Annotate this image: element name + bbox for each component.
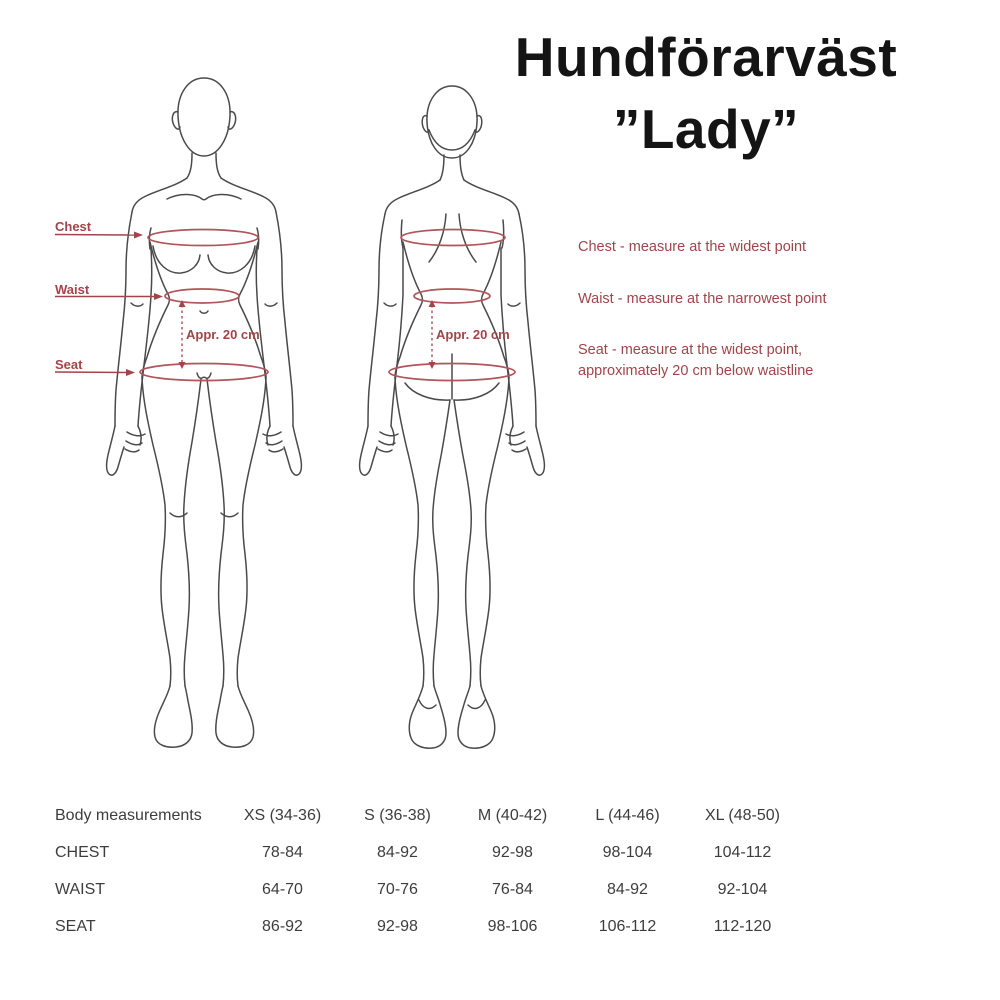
- back-waist-ellipse: [414, 289, 490, 303]
- chest-m-value: 92-98: [492, 843, 533, 861]
- chest-s-value: 84-92: [377, 843, 418, 861]
- back-chest-ellipse: [401, 230, 505, 246]
- back-hairline: [429, 130, 475, 150]
- front-elbow-right: [265, 303, 277, 306]
- front-leg-left-inner: [184, 379, 201, 686]
- seat-xs-value: 86-92: [262, 917, 303, 935]
- front-torso: [142, 242, 266, 378]
- front-crotch: [197, 373, 211, 378]
- back-approx-20cm-label: Appr. 20 cm: [436, 327, 510, 342]
- seat-instruction: Seat - measure at the widest point, approximately 20 cm below waistline: [578, 342, 814, 379]
- front-hand-right: [263, 426, 301, 475]
- table-header-xl: XL (48-50): [705, 806, 780, 824]
- front-waist-ellipse: [165, 289, 239, 303]
- front-head: [178, 78, 230, 156]
- seat-l-value: 106-112: [598, 917, 657, 935]
- table-header-m: M (40-42): [477, 806, 548, 824]
- back-arm-left: [368, 214, 385, 426]
- chest-pointer-line: [55, 235, 136, 236]
- waist-m-value: 76-84: [492, 880, 533, 898]
- back-head: [427, 86, 477, 158]
- table-row-seat: [55, 908, 800, 945]
- table-header-l: L (44-46): [595, 806, 660, 824]
- table-row-chest: [55, 834, 800, 871]
- front-elbow-left: [131, 303, 143, 306]
- back-leg-left-inner: [433, 400, 450, 686]
- back-figure-outline: [360, 86, 545, 748]
- size-table: [55, 797, 800, 945]
- chest-row-label: CHEST: [55, 843, 110, 861]
- seat-xl-value: 112-120: [713, 917, 772, 935]
- product-title-line1: Hundförarväst: [514, 26, 898, 88]
- back-hand-left: [360, 426, 398, 475]
- table-row-waist: [55, 871, 800, 908]
- front-seat-ellipse: [140, 364, 268, 381]
- front-approx-20cm-label: Appr. 20 cm: [186, 327, 260, 342]
- front-dotted-arrow-bottom: [179, 362, 186, 369]
- back-dotted-arrow-bottom: [429, 362, 436, 369]
- front-leg-right: [237, 378, 266, 686]
- chest-xs-value: 78-84: [262, 843, 303, 861]
- front-chest-ellipse: [148, 230, 258, 246]
- waist-xs-value: 64-70: [262, 880, 303, 898]
- chest-l-value: 98-104: [602, 843, 653, 861]
- back-heel-right: [468, 700, 485, 708]
- waist-instruction: Waist - measure at the narrowest point: [578, 290, 827, 307]
- back-scapulae: [429, 214, 476, 262]
- product-title: [478, 22, 934, 165]
- waist-l-value: 84-92: [607, 880, 648, 898]
- seat-pointer-line: [55, 372, 128, 373]
- table-header-body-measurements: Body measurements: [55, 806, 202, 824]
- front-shoulders: [132, 178, 276, 212]
- back-leg-left: [395, 378, 424, 686]
- waist-row-label: WAIST: [55, 880, 106, 898]
- waist-measurement-label: Waist: [55, 282, 90, 297]
- back-hand-right: [506, 426, 544, 475]
- chest-xl-value: 104-112: [713, 843, 772, 861]
- back-elbow-right: [508, 303, 520, 306]
- back-leg-right-inner: [454, 400, 471, 686]
- seat-row-label: SEAT: [55, 917, 96, 935]
- back-leg-right: [480, 378, 509, 686]
- waist-pointer-arrowhead: [154, 293, 163, 300]
- front-hand-left: [107, 426, 145, 475]
- seat-m-value: 98-106: [487, 917, 538, 935]
- front-arm-left: [115, 212, 132, 426]
- front-figure-outline: [107, 78, 302, 747]
- waist-xl-value: 92-104: [717, 880, 768, 898]
- back-heel-left: [419, 700, 436, 708]
- front-leg-right-inner: [207, 379, 224, 686]
- waist-s-value: 70-76: [377, 880, 418, 898]
- front-foot-right: [216, 686, 254, 747]
- chest-pointer-arrowhead: [134, 232, 143, 239]
- back-foot-left: [409, 686, 446, 748]
- product-title-line2: ”Lady”: [612, 97, 800, 160]
- front-collarbone: [167, 194, 241, 199]
- chest-instruction: Chest - measure at the widest point: [578, 239, 807, 255]
- front-navel: [200, 311, 208, 313]
- back-arm-right: [519, 214, 536, 426]
- back-elbow-left: [384, 303, 396, 306]
- back-foot-right: [458, 686, 495, 748]
- seat-s-value: 92-98: [377, 917, 418, 935]
- seat-pointer-arrowhead: [126, 369, 135, 376]
- front-arm-right: [276, 212, 293, 426]
- back-shoulders: [385, 180, 519, 214]
- front-breasts: [153, 246, 255, 273]
- measuring-instructions: [578, 237, 854, 412]
- seat-measurement-label: Seat: [55, 357, 83, 372]
- front-foot-left: [154, 686, 192, 747]
- chest-measurement-label: Chest: [55, 219, 92, 234]
- table-header-xs: XS (34-36): [243, 806, 322, 824]
- table-header-s: S (36-38): [364, 806, 431, 824]
- front-leg-left: [142, 378, 171, 686]
- size-table-header-row: [55, 797, 800, 834]
